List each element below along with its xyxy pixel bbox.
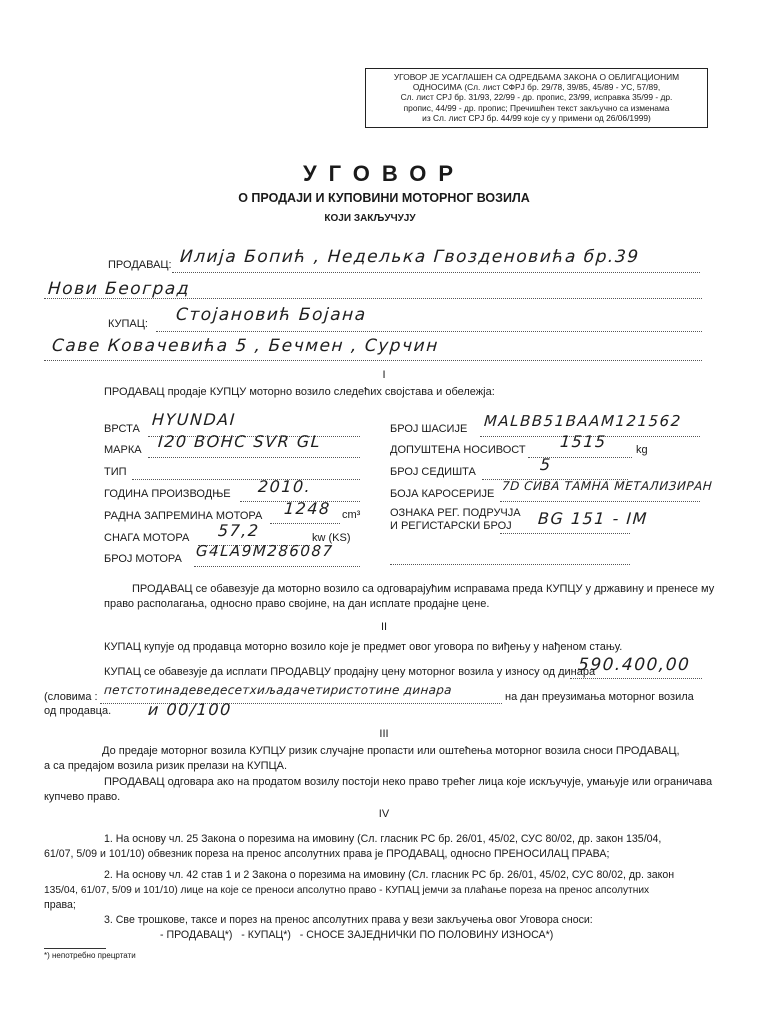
registration-value: BG 151 - IM (537, 509, 649, 528)
vehicle-type-value: HYUNDAI (151, 410, 237, 429)
section-heading-iii: III (379, 728, 389, 740)
legal-notice-box (365, 68, 708, 128)
dotted-line (500, 501, 700, 502)
dotted-line (270, 523, 340, 524)
section-heading-i: I (382, 369, 386, 381)
production-year-label: ГОДИНА ПРОИЗВОДЊЕ (104, 488, 231, 500)
engine-volume-unit: cm³ (342, 509, 361, 521)
vehicle-intro: ПРОДАВАЦ продаје КУПЦУ моторно возило следећих својстава и обележја: (104, 386, 495, 398)
payment-obligation: КУПАЦ се обавезује да исплати ПРОДАВЦУ продајну цену моторног возила у износу од динара (104, 666, 596, 678)
tax-clause-3: 3. Све трошкове, таксе и порез на пренос апсолутних права у вези закључења овог Уговора сноси: (104, 914, 593, 926)
vehicle-make-value: I20 BOHC SVR GL (157, 432, 322, 451)
notice-line: из Сл. лист СРЈ бр. 44/99 које су у примени од 26/06/1999) (422, 112, 651, 123)
seller-city-handwritten: Нови Београд (47, 279, 191, 299)
tax-clause-1-line2: 61/07, 5/09 и 101/10) обвезник пореза на пренос апсолутних права је ПРОДАВАЦ, односно ПРЕНОСИЛАЦ ПРАВА; (44, 848, 610, 860)
dotted-line (570, 678, 702, 679)
tax-clause-2-line3: права; (44, 899, 76, 911)
price-in-words: петстотинадеведесетхиљадачетиристотине динара (103, 683, 453, 697)
notice-line: УГОВОР ЈЕ УСАГЛАШЕН СА ОДРЕДБАМА ЗАКОНА О ОБЛИГАЦИОНИМ (393, 72, 680, 82)
registration-label-line2: И РЕГИСТАРСКИ БРОЈ (390, 520, 512, 532)
price-cents-handwritten: и 00/100 (147, 700, 233, 719)
footnote: *) непотребно прецртати (44, 951, 136, 960)
seller-liability-line1: ПРОДАВАЦ одговара ако на продатом возилу постоји неко право трећег лица које искључује, умањује или ограничава (104, 776, 713, 788)
purchase-as-seen: КУПАЦ купује од продавца моторно возило које је предмет овог уговора по виђењу у нађеном стању. (104, 641, 623, 653)
engine-power-label: СНАГА МОТОРА (104, 532, 190, 544)
engine-volume-value: 1248 (283, 499, 332, 518)
dotted-line (132, 479, 360, 480)
payload-value: 1515 (559, 432, 608, 451)
handover-obligation-line1: ПРОДАВАЦ се обавезује да моторно возило са одговарајућим исправама преда КУПЦУ у државину и пренесе му (132, 583, 715, 595)
from-seller-text: од продавца. (44, 705, 112, 717)
seller-name-handwritten: Илија Бопић , Неделька Гвозденовића бр.39 (179, 247, 641, 267)
buyer-address-dotted-line (44, 360, 702, 361)
footnote-divider (44, 948, 106, 949)
words-label: (словима : (44, 691, 98, 703)
engine-volume-label: РАДНА ЗАПРЕМИНА МОТОРА (104, 510, 263, 522)
dotted-line (500, 533, 630, 534)
buyer-dotted-line (156, 331, 702, 332)
price-value: 590.400,00 (577, 655, 692, 675)
payload-unit: kg (636, 444, 648, 456)
dotted-line (148, 457, 360, 458)
buyer-address-handwritten: Саве Ковачевића 5 , Бечмен , Сурчин (51, 336, 440, 356)
notice-line: пропис, 44/99 - др. пропис; Пречишћен текст закључно са изменама (403, 102, 670, 113)
vehicle-make-label: МАРКА (104, 444, 142, 456)
body-color-label: БОЈА КАРОСЕРИЈЕ (390, 488, 495, 500)
production-year-value: 2010. (257, 477, 312, 496)
handover-obligation-line2: право располагања, односно право својине, на дан исплате продајне цене. (104, 598, 490, 610)
buyer-label: КУПАЦ: (108, 318, 148, 330)
seats-label: БРОЈ СЕДИШТА (390, 466, 476, 478)
engine-number-value: G4LA9M286087 (195, 542, 335, 560)
vehicle-type-label: ВРСТА (104, 423, 140, 435)
risk-clause-line1: До предаје моторног возила КУПЦУ ризик случајне пропасти или оштећења моторног возила сноси ПРОДАВАЦ, (102, 745, 680, 757)
seats-value: 5 (539, 455, 553, 474)
buyer-name-handwritten: Стојановић Бојана (175, 305, 368, 325)
dotted-line (194, 566, 360, 567)
section-heading-iv: IV (378, 808, 390, 820)
document-subtitle-parties: КОЈИ ЗАКЉУЧУЈУ (324, 213, 416, 224)
vehicle-model-label: ТИП (104, 466, 127, 478)
tax-clause-1-line1: 1. На основу чл. 25 Закона о порезима на имовину (Сл. гласник РС бр. 26/01, 45/02, СУС 80/02, др. закон 135/04, (104, 833, 662, 845)
section-heading-ii: II (380, 621, 388, 633)
engine-number-label: БРОЈ МОТОРА (104, 553, 182, 565)
tax-clause-2-line1: 2. На основу чл. 42 став 1 и 2 Закона о порезима на имовину (Сл. гласник РС бр. 26/01, 45/02, СУС 80/02, др. закон (104, 869, 675, 881)
tax-payer-choices: - ПРОДАВАЦ*) - КУПАЦ*) - СНОСЕ ЗАЈЕДНИЧКИ ПО ПОЛОВИНУ ИЗНОСА*) (160, 929, 554, 941)
seller-dotted-line (172, 272, 700, 273)
body-color-value: 7D СИВА ТАМНА МЕТАЛИЗИРАН (501, 479, 713, 493)
seller-label: ПРОДАВАЦ: (108, 259, 172, 271)
seller-liability-line2: купчево право. (44, 791, 121, 803)
chassis-number-label: БРОЈ ШАСИЈЕ (390, 423, 468, 435)
tax-clause-2-line2: 135/04, 61/07, 5/09 и 101/10) лице на које се преноси апсолутно право - КУПАЦ јемчи за плаћање пореза на пренос апсолутних (44, 885, 650, 896)
handover-date-text: на дан преузимања моторног возила (505, 691, 694, 703)
notice-line: ОДНОСИМА (Сл. лист СФРЈ бр. 29/78, 39/85, 45/89 - УС, 57/89, (412, 82, 661, 93)
notice-line: Сл. лист СРЈ бр. 31/93, 22/99 - др. пропис, 23/99, исправка 35/99 - др. (400, 92, 673, 103)
document-subtitle: О ПРОДАЈИ И КУПОВИНИ МОТОРНОГ ВОЗИЛА (238, 191, 530, 205)
risk-clause-line2: а са предајом возила ризик прелази на КУПЦА. (44, 760, 288, 772)
engine-power-value: 57,2 (217, 521, 261, 540)
registration-label-line1: ОЗНАКА РЕГ. ПОДРУЧЈА (390, 507, 521, 519)
chassis-number-value: MALBB51BAAM121562 (483, 412, 683, 430)
dotted-line (390, 564, 630, 565)
payload-label: ДОПУШТЕНА НОСИВОСТ (390, 444, 526, 456)
engine-power-unit: kw (KS) (312, 532, 351, 544)
document-title: УГОВОР (302, 161, 466, 186)
